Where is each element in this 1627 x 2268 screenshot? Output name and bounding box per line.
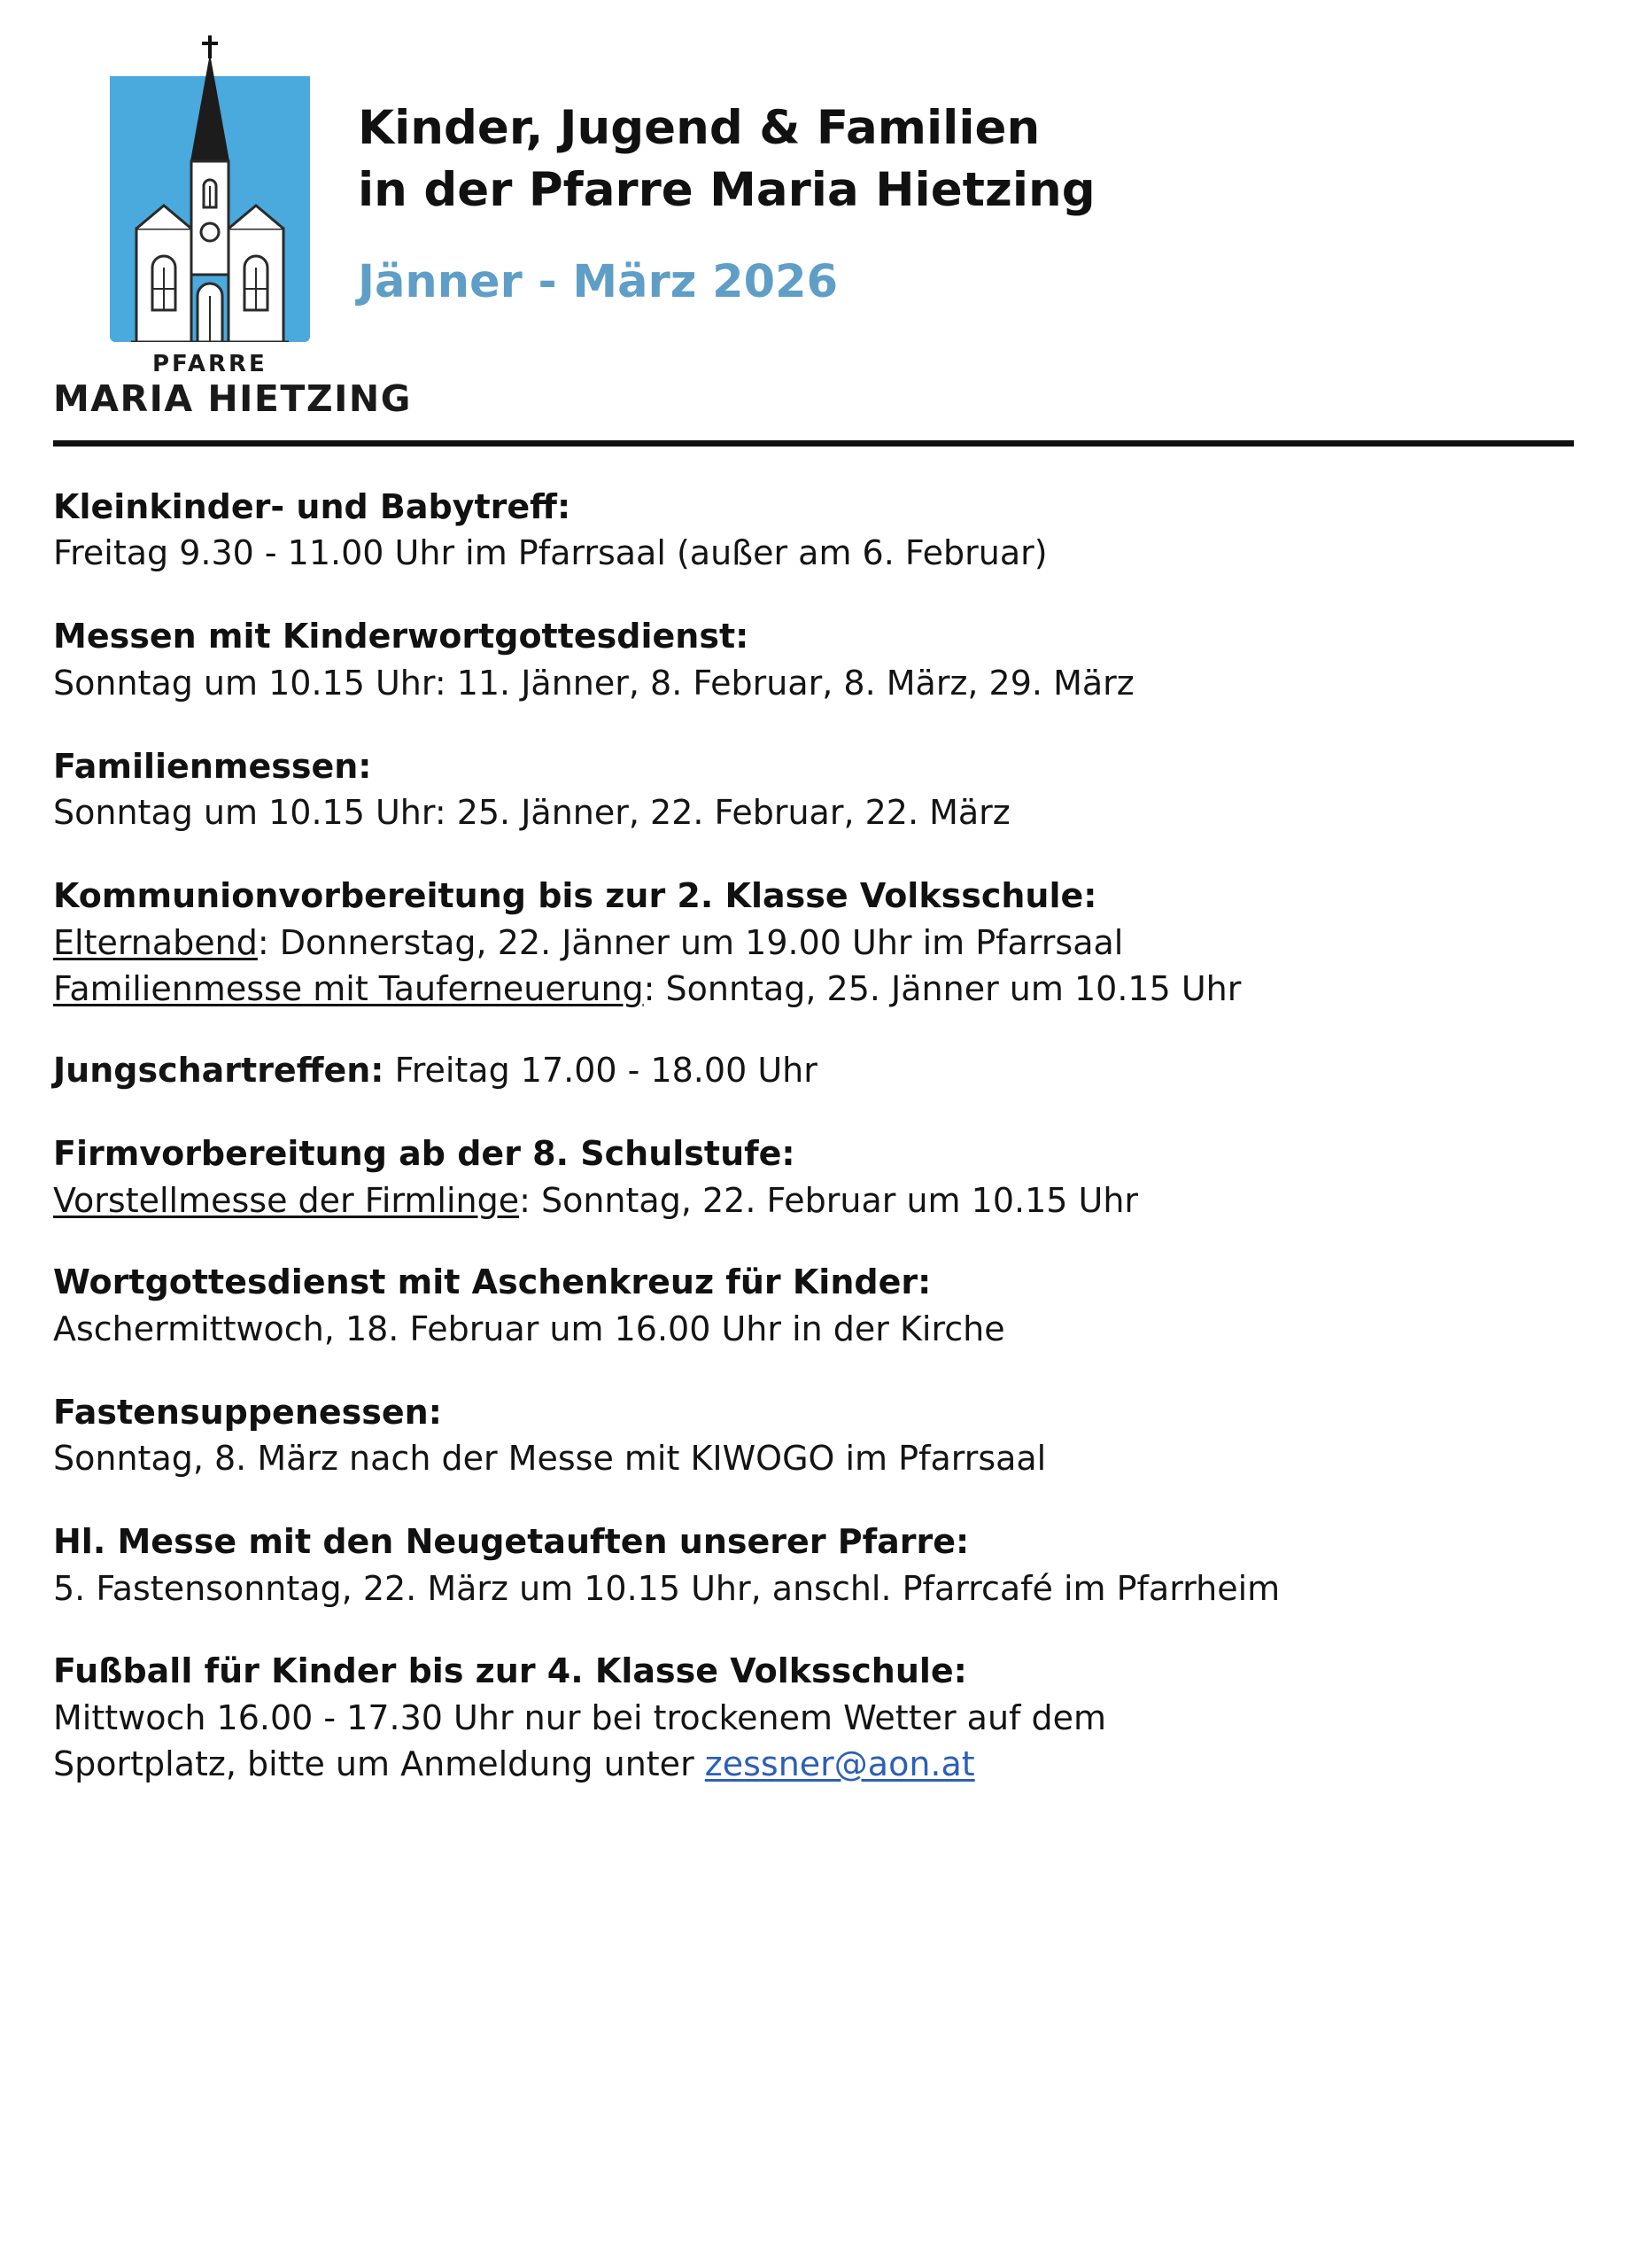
entry-sub-text: : Donnerstag, 22. Jänner um 19.00 Uhr im Pfarrsaal [257, 922, 1124, 962]
page-subtitle-period: Jänner - März 2026 [358, 255, 839, 308]
entry-detail [53, 1047, 1574, 1095]
email-link[interactable]: zessner@aon.at [704, 1744, 975, 1784]
program-entry-kleinkinder [53, 484, 1574, 578]
entry-inline-text: Freitag 17.00 - 18.00 Uhr [384, 1051, 817, 1091]
entry-detail: Sonntag um 10.15 Uhr: 11. Jänner, 8. Februar, 8. März, 29. März [53, 663, 1135, 703]
entry-heading: Fußball für Kinder bis zur 4. Klasse Volksschule: [53, 1651, 967, 1691]
program-entry-neugetaufte [53, 1518, 1574, 1612]
entry-detail-text: Sportplatz, bitte um Anmeldung unter [53, 1744, 705, 1784]
entry-heading: Familienmessen: [53, 746, 372, 786]
entry-detail: 5. Fastensonntag, 22. März um 10.15 Uhr, anschl. Pfarrcafé im Pfarrheim [53, 1568, 1281, 1608]
title-block [358, 27, 1574, 308]
entry-heading: Kleinkinder- und Babytreff: [53, 487, 571, 526]
entry-heading: Wortgottesdienst mit Aschenkreuz für Kinder: [53, 1262, 932, 1302]
entry-heading: Kommunionvorbereitung bis zur 2. Klasse Volksschule: [53, 876, 1097, 916]
entry-heading: Fastensuppenessen: [53, 1392, 442, 1432]
program-list [53, 447, 1574, 1788]
parish-logo [53, 27, 412, 420]
entry-sub-label: Vorstellmesse der Firmlinge [53, 1180, 520, 1220]
program-entry-kommunionvorbereitung [53, 873, 1574, 1012]
page-title-line-2: in der Pfarre Maria Hietzing [358, 163, 1096, 218]
header-divider [53, 440, 1574, 447]
entry-heading: Hl. Messe mit den Neugetauften unserer Pfarre: [53, 1522, 970, 1562]
entry-sub-label: Elternabend [53, 922, 258, 962]
program-entry-fastensuppenessen [53, 1389, 1574, 1483]
entry-detail: Sonntag um 10.15 Uhr: 25. Jänner, 22. Februar, 22. März [53, 793, 1011, 833]
parish-crest-icon [80, 30, 317, 358]
program-entry-firmvorbereitung [53, 1130, 1574, 1223]
entry-detail [53, 966, 1574, 1012]
entry-heading: Jungschartreffen: [53, 1051, 384, 1091]
logo-line-pfarre: PFARRE [152, 351, 267, 377]
program-entry-jungschartreffen [53, 1047, 1574, 1095]
entry-detail: Sonntag, 8. März nach der Messe mit KIWOGO im Pfarrsaal [53, 1439, 1047, 1479]
logo-line-maria-hietzing: MARIA HIETZING [53, 377, 412, 420]
entry-sub-text: : Sonntag, 25. Jänner um 10.15 Uhr [643, 969, 1242, 1009]
entry-detail: Freitag 9.30 - 11.00 Uhr im Pfarrsaal (außer am 6. Februar) [53, 533, 1048, 573]
entry-detail: Mittwoch 16.00 - 17.30 Uhr nur bei trockenem Wetter auf dem [53, 1697, 1107, 1737]
program-entry-fussball [53, 1648, 1574, 1787]
entry-detail [53, 1177, 1574, 1223]
flyer-header [53, 27, 1574, 420]
entry-detail [53, 920, 1574, 966]
page-title-line-1: Kinder, Jugend & Familien [358, 101, 1041, 155]
entry-heading: Messen mit Kinderwortgottesdienst: [53, 617, 749, 656]
entry-detail: Aschermittwoch, 18. Februar um 16.00 Uhr in der Kirche [53, 1309, 1005, 1348]
parish-logo-text [53, 351, 412, 420]
entry-heading: Firmvorbereitung ab der 8. Schulstufe: [53, 1134, 795, 1174]
program-entry-familienmessen [53, 743, 1574, 837]
entry-sub-label: Familienmesse mit Tauferneuerung [53, 969, 644, 1009]
entry-sub-text: : Sonntag, 22. Februar um 10.15 Uhr [519, 1180, 1139, 1220]
program-entry-aschenkreuz [53, 1259, 1574, 1353]
program-entry-kinderwortgottesdienst [53, 613, 1574, 707]
church-illustration-icon [110, 30, 310, 342]
entry-detail [53, 1741, 1574, 1787]
